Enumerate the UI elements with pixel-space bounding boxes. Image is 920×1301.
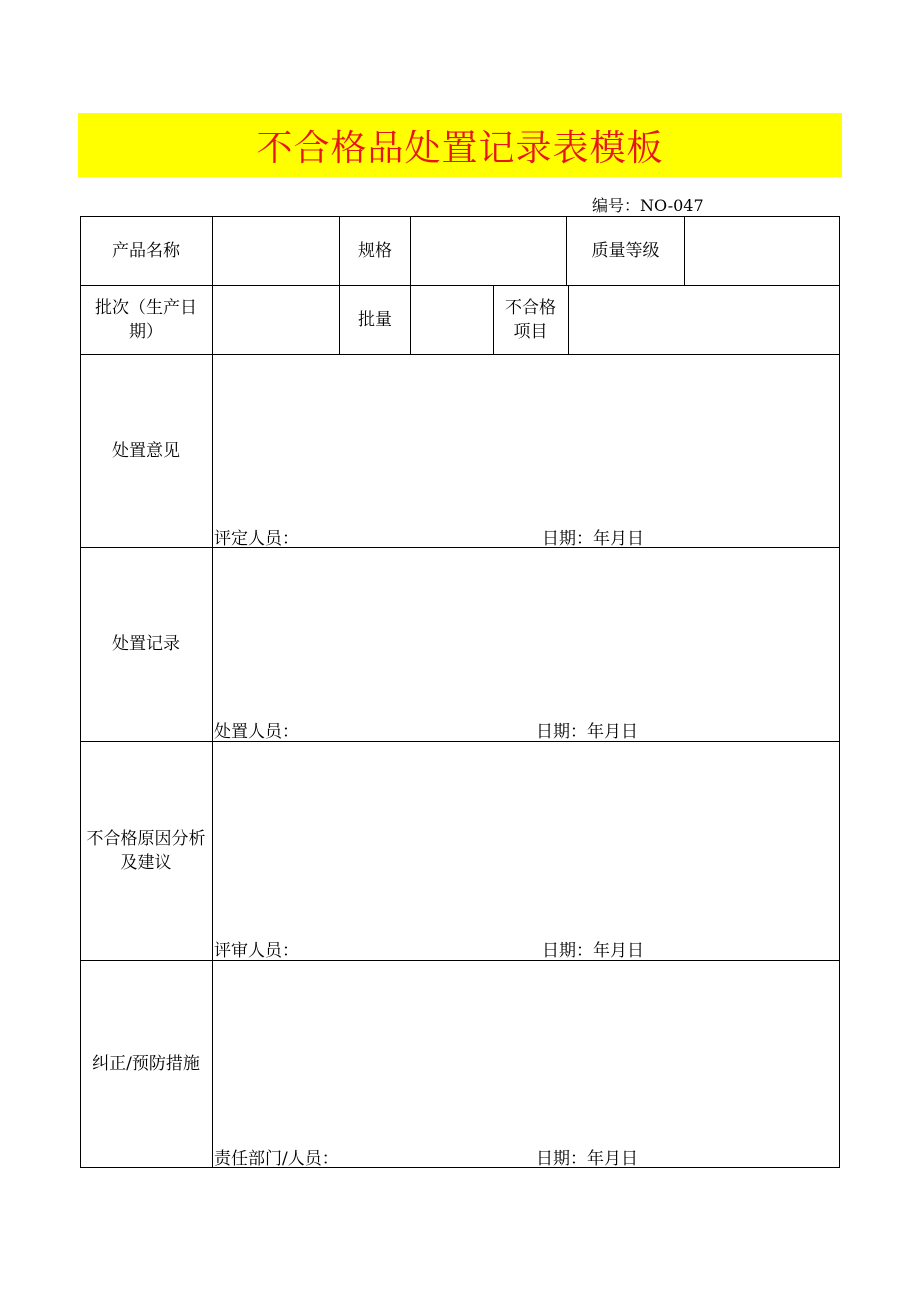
col-divider-item-left (493, 285, 494, 354)
disposal-record-label: 处置记录 (112, 634, 180, 654)
corrective-action-label: 纠正/预防措施 (92, 1053, 200, 1074)
batch-label: 批次（生产日期） (95, 297, 197, 342)
record-form-table (80, 216, 840, 1168)
product-name-field[interactable] (213, 216, 339, 285)
nonconform-item-label: 不合格项目 (505, 297, 556, 342)
review-date-label: 日期：年月日 (542, 941, 644, 961)
quantity-label: 批量 (358, 309, 392, 330)
disposal-opinion-label: 处置意见 (112, 440, 180, 461)
evaluator-label: 评定人员： (214, 529, 299, 549)
handling-date-label: 日期：年月日 (536, 722, 638, 742)
table-border-right (839, 216, 840, 1168)
table-border-bottom (80, 1167, 840, 1168)
quantity-field[interactable] (411, 285, 493, 354)
document-number: 编号：NO-047 (592, 196, 704, 215)
quality-grade-label: 质量等级 (591, 240, 660, 261)
responsible-party-label: 责任部门/人员： (214, 1149, 339, 1169)
quality-grade-field[interactable] (685, 216, 839, 285)
title-banner (78, 113, 842, 177)
evaluation-date-label: 日期：年月日 (542, 529, 644, 549)
disposal-opinion-field[interactable] (213, 355, 839, 515)
product-name-label: 产品名称 (112, 240, 180, 261)
batch-field[interactable] (213, 285, 339, 354)
disposal-record-field[interactable] (213, 548, 839, 708)
cause-analysis-field[interactable] (213, 742, 839, 927)
corrective-action-field[interactable] (213, 961, 839, 1136)
reviewer-label: 评审人员： (214, 941, 299, 961)
handler-label: 处置人员： (214, 722, 299, 742)
cause-analysis-label: 不合格原因分析及建议 (86, 828, 206, 873)
spec-field[interactable] (411, 216, 566, 285)
spec-label: 规格 (358, 240, 392, 261)
action-date-label: 日期：年月日 (536, 1149, 638, 1169)
nonconform-item-field[interactable] (569, 285, 839, 354)
page-title: 不合格品处置记录表模板 (256, 127, 664, 169)
